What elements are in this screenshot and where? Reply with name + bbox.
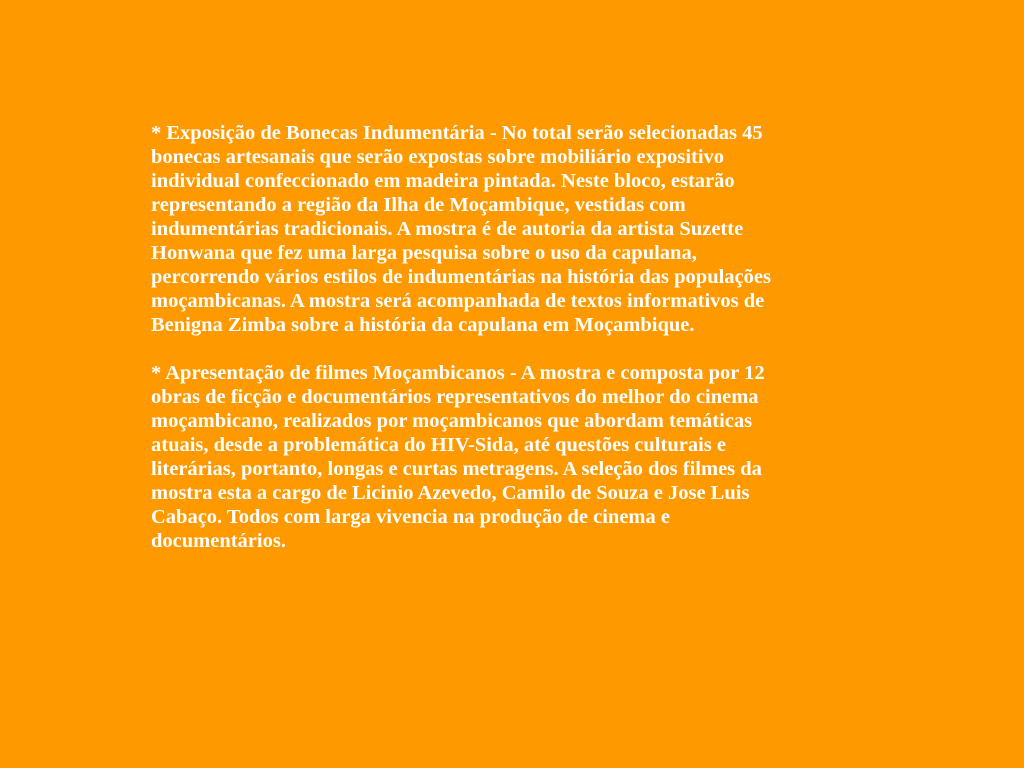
paragraph-boneca-exhibition: * Exposição de Bonecas Indumentária - No total serão selecionadas 45 bonecas artesanais que serão expostas sobre mobiliário expositivo individual confeccionado em madeira pintada. Neste bloco, estarão representando a região da Ilha de Moçambique, vestidas com indumentárias tradicionais. A mostra é de autoria da artista Suzette Honwana que fez uma larga pesquisa sobre o uso da capulana, percorrendo vários estilos de indumentárias na história das populações moçambicanas. A mostra será acompanhada de textos informativos de Benigna Zimba sobre a história da capulana em Moçambique. xyxy=(151,122,771,336)
paragraph-film-screening: * Apresentação de filmes Moçambicanos - A mostra e composta por 12 obras de ficção e documentários representativos do melhor do cinema moçambicano, realizados por moçambicanos que abordam temáticas atuais, desde a problemática do HIV-Sida, até questões culturais e literárias, portanto, longas e curtas metragens. A seleção dos filmes da mostra esta a cargo de Licinio Azevedo, Camilo de Souza e Jose Luis Cabaço. Todos com larga vivencia na produção de cinema e documentários. xyxy=(151,362,765,552)
slide-text-block xyxy=(151,121,941,553)
